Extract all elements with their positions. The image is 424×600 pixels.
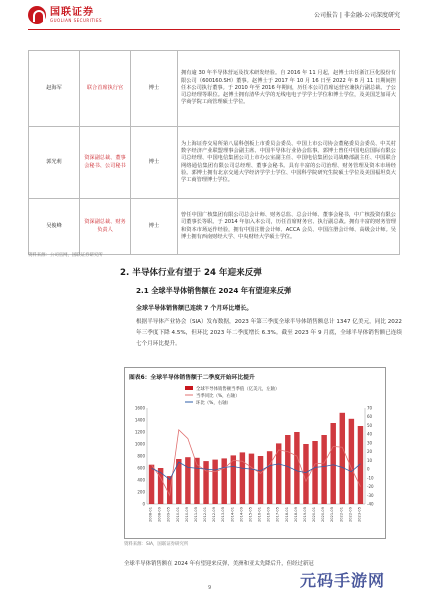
right-axis-tick-label: 20: [367, 449, 373, 455]
x-tick-label: 2013-05: [221, 507, 226, 523]
page-number: 9: [208, 585, 212, 591]
sales-bar: [149, 465, 154, 504]
sales-bar: [203, 461, 208, 504]
figure-title: 图表6：全球半导体销售额于二季度开始环比提升: [129, 375, 255, 381]
sales-bar: [240, 452, 245, 504]
right-axis-tick-label: 10: [367, 457, 373, 463]
person-education: 博士: [131, 199, 178, 255]
x-tick-label: 2018-01: [284, 507, 289, 523]
person-name: 赵海军: [29, 51, 80, 127]
sales-bar: [340, 413, 345, 504]
left-axis-tick-label: 0: [142, 501, 145, 507]
sales-bar: [294, 432, 299, 504]
right-axis-tick-label: 40: [367, 431, 373, 437]
right-axis-tick-label: 60: [367, 414, 373, 420]
x-tick-label: 2023-05: [357, 507, 362, 523]
site-watermark: 元码手游网: [300, 571, 386, 590]
company-name: 国联证券: [50, 6, 94, 18]
x-tick-label: 2017-05: [275, 507, 280, 523]
table-row: [29, 127, 400, 199]
guolian-logo-icon: [28, 6, 46, 24]
right-axis-tick-label: 70: [367, 405, 373, 411]
x-tick-label: 2012-09: [212, 507, 217, 523]
report-header: [28, 6, 400, 30]
left-axis-tick-label: 800: [137, 453, 145, 459]
x-tick-label: 2008-01: [148, 507, 153, 523]
section-title: 2. 半导体行业有望于 24 年迎来反弹: [120, 268, 262, 278]
right-axis-tick-label: 30: [367, 440, 373, 446]
right-axis-tick-label: -40: [367, 501, 374, 507]
person-role: 资深副总裁、财务负责人: [80, 199, 131, 255]
figure-box: [124, 367, 386, 539]
table-source: 资料来源：公司官网，国联证券研究所: [28, 253, 103, 258]
x-tick-label: 2014-01: [230, 507, 235, 523]
x-tick-label: 2016-09: [266, 507, 271, 523]
right-axis-tick-label: 50: [367, 422, 373, 428]
person-description: 曾任中国广核集团有限公司总会计师、财务总监、总会计师、董事会秘书，中广核投资有限公司董事长等职。于 2014 年加入本公司，历任首席财务官、执行副总裁。拥有丰富的财务管理和资本市场运作经验，拥有中国注册会计师、ACCA 会员、中国注册会计师、高级会计师。吴博士拥有西南财经大学、中央财经大学硕士学位。: [178, 199, 400, 255]
legend-label: 当季同比（%，右轴）: [196, 394, 240, 399]
sales-bar: [258, 456, 263, 504]
x-tick-label: 2022-09: [348, 507, 353, 523]
management-table: [28, 50, 400, 255]
left-axis-tick-label: 1600: [134, 405, 145, 411]
left-axis-tick-label: 1200: [134, 429, 145, 435]
sales-bar: [321, 435, 326, 504]
legend-swatch: [185, 386, 193, 390]
yoy-line: [152, 430, 361, 495]
sales-bar: [312, 441, 317, 504]
figure-source: 资料来源：SIA，国联证券研究所: [124, 542, 189, 547]
person-name: 郭光莉: [29, 127, 80, 199]
sales-bar: [212, 460, 217, 504]
sales-bar: [349, 419, 354, 504]
x-tick-label: 2012-01: [203, 507, 208, 523]
right-axis-tick-label: -20: [367, 484, 374, 490]
table-row: [29, 51, 400, 127]
x-tick-label: 2016-01: [257, 507, 262, 523]
legend-label: 环比（%，右轴）: [196, 401, 231, 406]
x-tick-label: 2010-01: [175, 507, 180, 523]
sales-bar: [267, 451, 272, 504]
person-description: 拥有逾 30 年半导体营运及技术研发经验。自 2016 年 11 月起，赵博士出任浙江巨化股份有限公司（600160.SH）董事。赵博士于 2017 年 10 月 16 日至 2022 年 8 月 11 日期间担任本公司执行董事。于 2010 年至 2016 年期间，历任本公司首席运营官兼执行副总裁、子公司总经理等职位。赵博士拥有清华大学的无线电电子学学士学位和博士学位，及美国芝加哥大学商学院工商管理硕士学位。: [178, 51, 400, 127]
x-tick-label: 2021-05: [330, 507, 335, 523]
table-row: [29, 199, 400, 255]
x-tick-label: 2020-09: [321, 507, 326, 523]
person-education: 博士: [131, 51, 178, 127]
person-role: 资深副总裁、董事会秘书、公司秘书: [80, 127, 131, 199]
sales-bar: [231, 455, 236, 504]
x-tick-label: 2019-05: [302, 507, 307, 523]
left-axis-tick-label: 600: [137, 465, 145, 471]
legend-label: 全球半导体销售额当季值（亿美元，左轴）: [196, 387, 280, 392]
bottom-paragraph: 全球半导体销售额在 2024 年有望迎来反弹，美洲和亚太先降后升，但经过新冠: [124, 561, 314, 567]
x-tick-label: 2022-01: [339, 507, 344, 523]
left-axis-tick-label: 1400: [134, 417, 145, 423]
x-tick-label: 2014-09: [239, 507, 244, 523]
x-tick-label: 2020-01: [312, 507, 317, 523]
sales-bar: [330, 423, 335, 504]
right-axis-tick-label: 0: [367, 466, 370, 472]
right-axis-tick-label: -30: [367, 492, 374, 498]
sales-bar: [221, 458, 226, 504]
company-logo: [28, 6, 102, 24]
left-axis-tick-label: 1000: [134, 441, 145, 447]
x-tick-label: 2018-09: [293, 507, 298, 523]
person-name: 吴俊峰: [29, 199, 80, 255]
section-subtitle: 2.1 全球半导体销售额在 2024 年有望迎来反弹: [136, 286, 292, 295]
header-divider: [28, 29, 400, 30]
sales-bar: [185, 457, 190, 504]
sales-bar: [303, 444, 308, 504]
right-axis-tick-label: -10: [367, 475, 374, 481]
x-tick-label: 2009-05: [166, 507, 171, 523]
sales-bar: [285, 435, 290, 504]
x-tick-label: 2010-09: [184, 507, 189, 523]
x-tick-label: 2008-09: [157, 507, 162, 523]
x-tick-label: 2011-05: [193, 507, 198, 523]
body-paragraph: 根据半导体产业协会（SIA）发布数据，2023 年第三季度全球半导体销售额总计 1347 亿美元，同比 2022 年三季度下降 4.5%，但环比 2023 年二季度增长 6.3%。截至 2023 年 9 月底，全球半导体销售额已连续七个月环比提升。: [136, 319, 402, 347]
company-name-en: GUOLIAN SECURITIES: [50, 17, 103, 23]
left-axis-tick-label: 400: [137, 477, 145, 483]
report-type: 公司报告 | 非金融-公司深度研究: [313, 12, 400, 19]
sales-bar: [249, 454, 254, 504]
left-axis-tick-label: 200: [137, 489, 145, 495]
person-role: 联合首席执行官: [80, 51, 131, 127]
sales-bar: [158, 468, 163, 504]
sales-chart: [125, 382, 385, 538]
x-tick-label: 2015-05: [248, 507, 253, 523]
person-description: 为上海证券交易所第八届科创板上市委员会委员、中国上市公司协会董秘委员会委员、中关村数字经济产业联盟理事会副主席、中国半导体行业协会监事。郭博士曾任中国电信国际有限公司总经理、中国电信集团公司上市办公室副主任、中国电信集团公司战略部副主任、中国联合网络通信集团有限公司总经理、董事会秘书。具有丰富的公司治理、财务管理及资本市场经验。郭博士拥有北京交通大学经济学学士学位、中国科学院研究生院硕士学位及美国福坦莫大学工商管理博士学位。: [178, 127, 400, 199]
key-point: 全球半导体销售额已连续 7 个月环比增长。: [136, 305, 253, 312]
person-education: 博士: [131, 127, 178, 199]
